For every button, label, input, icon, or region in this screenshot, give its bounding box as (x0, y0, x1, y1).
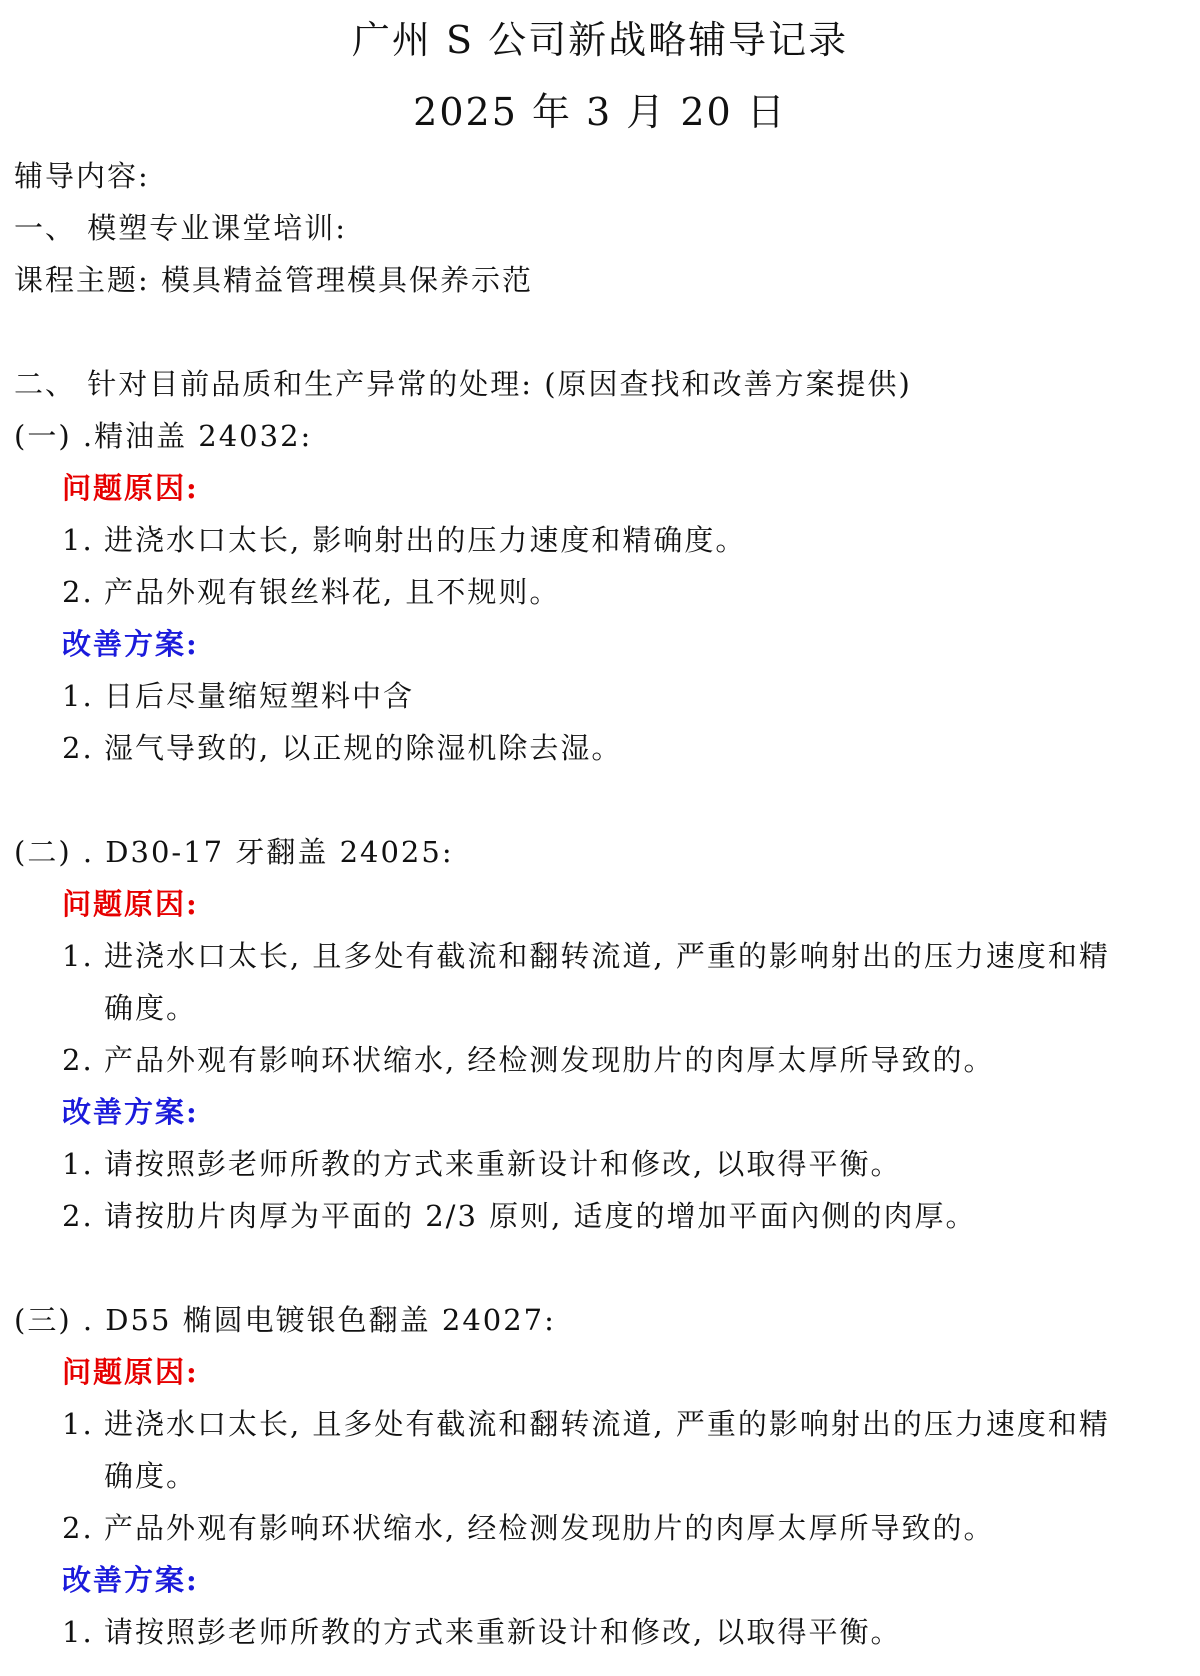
solution-item-text: 请按照彭老师所教的方式来重新设计和修改, 以取得平衡。 (104, 1147, 902, 1181)
solution-item (0, 1138, 1200, 1190)
problem-item (0, 1034, 1200, 1086)
part1-heading: 一、 模塑专业课堂培训: (14, 211, 347, 245)
issue-section (0, 1294, 1200, 1658)
problem-item-number: 2. (62, 575, 94, 609)
problem-cause-heading: 问题原因: (62, 1355, 199, 1389)
problem-item (0, 514, 1200, 566)
intro-label: 辅导内容: (14, 159, 150, 193)
improvement-plan-heading: 改善方案: (62, 1563, 199, 1597)
issue-section-title: (二) . D30-17 牙翻盖 24025: (14, 835, 454, 869)
problem-item-text: 产品外观有银丝料花, 且不规则。 (104, 575, 561, 609)
problem-item-text: 产品外观有影响环状缩水, 经检测发现肋片的肉厚太厚所导致的。 (104, 1511, 995, 1545)
improvement-plan-heading: 改善方案: (62, 627, 199, 661)
solution-item-number: 2. (62, 1199, 94, 1233)
problem-item-text: 进浇水口太长, 且多处有截流和翻转流道, 严重的影响射出的压力速度和精确度。 (104, 939, 1110, 1025)
solution-item (0, 722, 1200, 774)
solution-item-text: 请按照彭老师所教的方式来重新设计和修改, 以取得平衡。 (104, 1615, 902, 1649)
solution-item (0, 1606, 1200, 1658)
issue-section (0, 826, 1200, 1242)
problem-item (0, 930, 1200, 1034)
part2-heading: 二、 针对目前品质和生产异常的处理: (原因查找和改善方案提供) (14, 367, 912, 401)
problem-cause-heading: 问题原因: (62, 887, 199, 921)
problem-cause-heading: 问题原因: (62, 471, 199, 505)
solution-item-number: 1. (62, 679, 94, 713)
document-date: 2025 年 3 月 20 日 (413, 90, 787, 134)
problem-item (0, 1398, 1200, 1502)
problem-item-number: 1. (62, 939, 94, 973)
solution-item-number: 1. (62, 1615, 94, 1649)
solution-item-text: 湿气导致的, 以正规的除湿机除去湿。 (104, 731, 623, 765)
part1-topic: 课程主题: 模具精益管理模具保养示范 (14, 263, 533, 297)
problem-item-text: 进浇水口太长, 且多处有截流和翻转流道, 严重的影响射出的压力速度和精确度。 (104, 1407, 1110, 1493)
spacer (0, 1242, 1200, 1294)
solution-item (0, 670, 1200, 722)
problem-item-number: 1. (62, 1407, 94, 1441)
solution-item-number: 2. (62, 731, 94, 765)
problem-item-number: 2. (62, 1511, 94, 1545)
solution-item-text: 日后尽量缩短塑料中含 (104, 679, 415, 713)
spacer (0, 774, 1200, 826)
problem-item-text: 产品外观有影响环状缩水, 经检测发现肋片的肉厚太厚所导致的。 (104, 1043, 995, 1077)
issue-section-title: (三) . D55 椭圆电镀银色翻盖 24027: (14, 1303, 556, 1337)
problem-item (0, 566, 1200, 618)
problem-item (0, 1502, 1200, 1554)
problem-item-number: 1. (62, 523, 94, 557)
improvement-plan-heading: 改善方案: (62, 1095, 199, 1129)
issue-section (0, 410, 1200, 774)
sections-container (0, 410, 1200, 1658)
problem-item-text: 进浇水口太长, 影响射出的压力速度和精确度。 (104, 523, 747, 557)
solution-item (0, 1190, 1200, 1242)
solution-item-text: 请按肋片肉厚为平面的 2/3 原则, 适度的增加平面內侧的肉厚。 (104, 1199, 977, 1233)
problem-item-number: 2. (62, 1043, 94, 1077)
solution-item-number: 1. (62, 1147, 94, 1181)
issue-section-title: (一) .精油盖 24032: (14, 419, 313, 453)
spacer (0, 306, 1200, 358)
document-title: 广州 S 公司新战略辅导记录 (351, 18, 849, 62)
